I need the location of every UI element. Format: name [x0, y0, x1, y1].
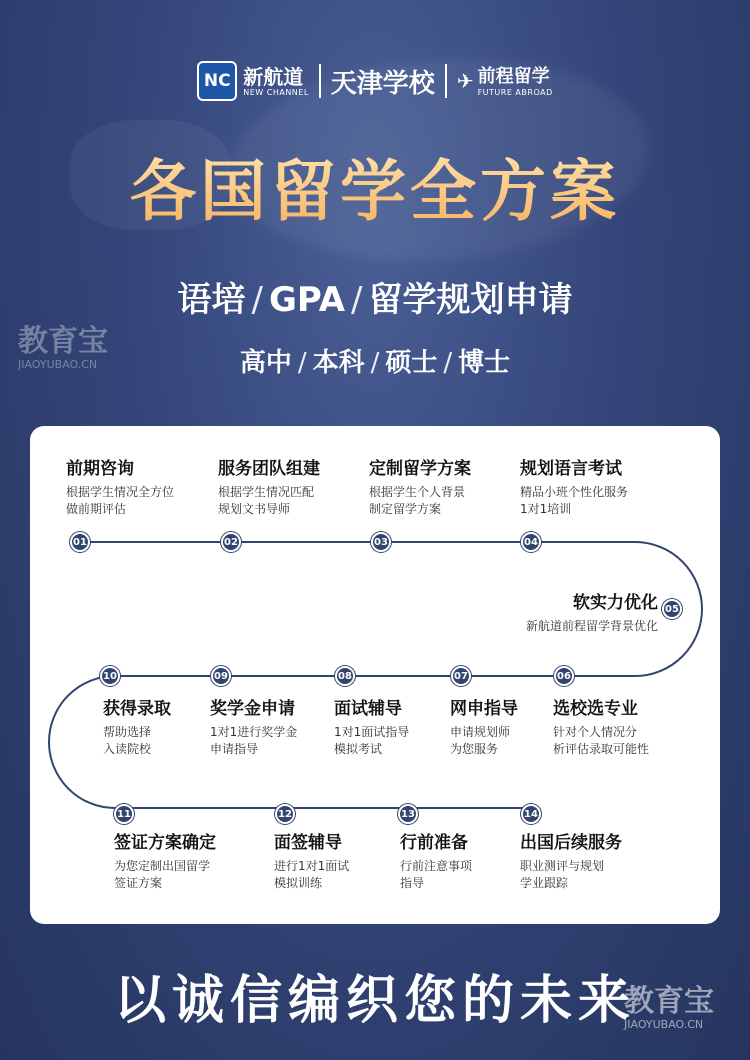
step-02 — [218, 458, 378, 518]
step-09 — [210, 698, 325, 758]
step-08 — [334, 698, 439, 758]
slash: / — [370, 348, 380, 378]
slogan: 以诚信编织您的未来 — [113, 970, 636, 1031]
watermark — [18, 326, 108, 371]
step-10 — [103, 698, 203, 758]
watermark-text: 教育宝 — [18, 324, 108, 359]
step-desc: 帮助选择 入读院校 — [103, 725, 152, 756]
step-title: 选校选专业 — [553, 699, 638, 719]
watermark-url: JIAOYUBAO.CN — [624, 1018, 704, 1031]
step-number-10: 10 — [100, 666, 120, 686]
step-title: 面试辅导 — [334, 699, 402, 719]
future-abroad-logo-icon: ✈ — [456, 69, 474, 93]
step-number-03: 03 — [371, 532, 391, 552]
step-12 — [274, 832, 389, 892]
step-desc: 进行1对1面试 模拟训练 — [274, 859, 350, 890]
level-item: 本科 — [312, 348, 365, 378]
step-title: 签证方案确定 — [114, 833, 216, 853]
school-name: 天津学校 — [330, 68, 435, 99]
step-number-14: 14 — [521, 804, 541, 824]
brand-name-en: NEW CHANNEL — [243, 87, 309, 97]
slash: / — [443, 348, 453, 378]
step-07 — [450, 698, 550, 758]
slash: / — [251, 280, 263, 320]
step-desc: 针对个人情况分 析评估录取可能性 — [553, 725, 650, 756]
step-number-06: 06 — [554, 666, 574, 686]
levels-line — [0, 342, 750, 379]
main-title: 各国留学全方案 — [0, 138, 750, 233]
step-desc: 根据学生情况匹配 规划文书导师 — [218, 485, 315, 516]
brand-name: 新航道 — [243, 64, 304, 89]
step-03 — [369, 458, 529, 518]
step-desc: 根据学生个人背景 制定留学方案 — [369, 485, 466, 516]
step-05 — [478, 592, 658, 635]
step-title: 出国后续服务 — [520, 833, 622, 853]
logo-bar — [0, 58, 750, 104]
step-number-04: 04 — [521, 532, 541, 552]
subtitle-item: 语培 — [177, 280, 246, 320]
nc-logo-icon: NC — [197, 61, 237, 101]
step-number-07: 07 — [451, 666, 471, 686]
step-number-09: 09 — [211, 666, 231, 686]
step-desc: 行前注意事项 指导 — [400, 859, 473, 890]
process-card — [30, 426, 720, 924]
step-title: 服务团队组建 — [218, 459, 320, 479]
step-number-11: 11 — [114, 804, 134, 824]
step-13 — [400, 832, 515, 892]
step-desc: 为您定制出国留学 签证方案 — [114, 859, 211, 890]
level-item: 高中 — [239, 348, 292, 378]
step-number-02: 02 — [221, 532, 241, 552]
step-desc: 1对1面试指导 模拟考试 — [334, 725, 410, 756]
divider — [445, 64, 447, 98]
step-number-08: 08 — [335, 666, 355, 686]
watermark-text: 教育宝 — [624, 984, 714, 1019]
step-title: 奖学金申请 — [210, 699, 295, 719]
step-desc: 新航道前程留学背景优化 — [525, 619, 658, 633]
step-title: 行前准备 — [400, 833, 468, 853]
step-title: 前期咨询 — [66, 459, 134, 479]
step-14 — [520, 832, 670, 892]
step-desc: 根据学生情况全方位 做前期评估 — [66, 485, 175, 516]
watermark-url: JIAOYUBAO.CN — [18, 358, 98, 371]
step-desc: 职业测评与规划 学业跟踪 — [520, 859, 605, 890]
brand-block — [243, 66, 309, 97]
subtitle — [0, 272, 750, 321]
step-title: 获得录取 — [103, 699, 171, 719]
step-title: 规划语言考试 — [520, 459, 622, 479]
step-desc: 1对1进行奖学金 申请指导 — [210, 725, 298, 756]
level-item: 硕士 — [385, 348, 438, 378]
partner-name-en: FUTURE ABROAD — [477, 87, 553, 97]
step-number-01: 01 — [70, 532, 90, 552]
step-number-13: 13 — [398, 804, 418, 824]
partner-name: 前程留学 — [477, 65, 550, 87]
slash: / — [351, 280, 363, 320]
step-number-12: 12 — [275, 804, 295, 824]
step-number-05: 05 — [662, 599, 682, 619]
step-title: 网申指导 — [450, 699, 518, 719]
partner-block — [478, 66, 553, 97]
slash: / — [297, 348, 307, 378]
watermark-bottom — [624, 986, 714, 1031]
step-06 — [553, 698, 693, 758]
level-item: 博士 — [458, 348, 511, 378]
step-04 — [520, 458, 680, 518]
divider — [319, 64, 321, 98]
step-01 — [66, 458, 226, 518]
subtitle-item: 留学规划申请 — [368, 280, 573, 320]
step-title: 定制留学方案 — [369, 459, 471, 479]
subtitle-item: GPA — [268, 280, 346, 320]
step-title: 面签辅导 — [274, 833, 342, 853]
step-desc: 精品小班个性化服务 1对1培训 — [520, 485, 629, 516]
step-11 — [114, 832, 264, 892]
step-desc: 申请规划师 为您服务 — [450, 725, 511, 756]
step-title: 软实力优化 — [573, 593, 658, 613]
